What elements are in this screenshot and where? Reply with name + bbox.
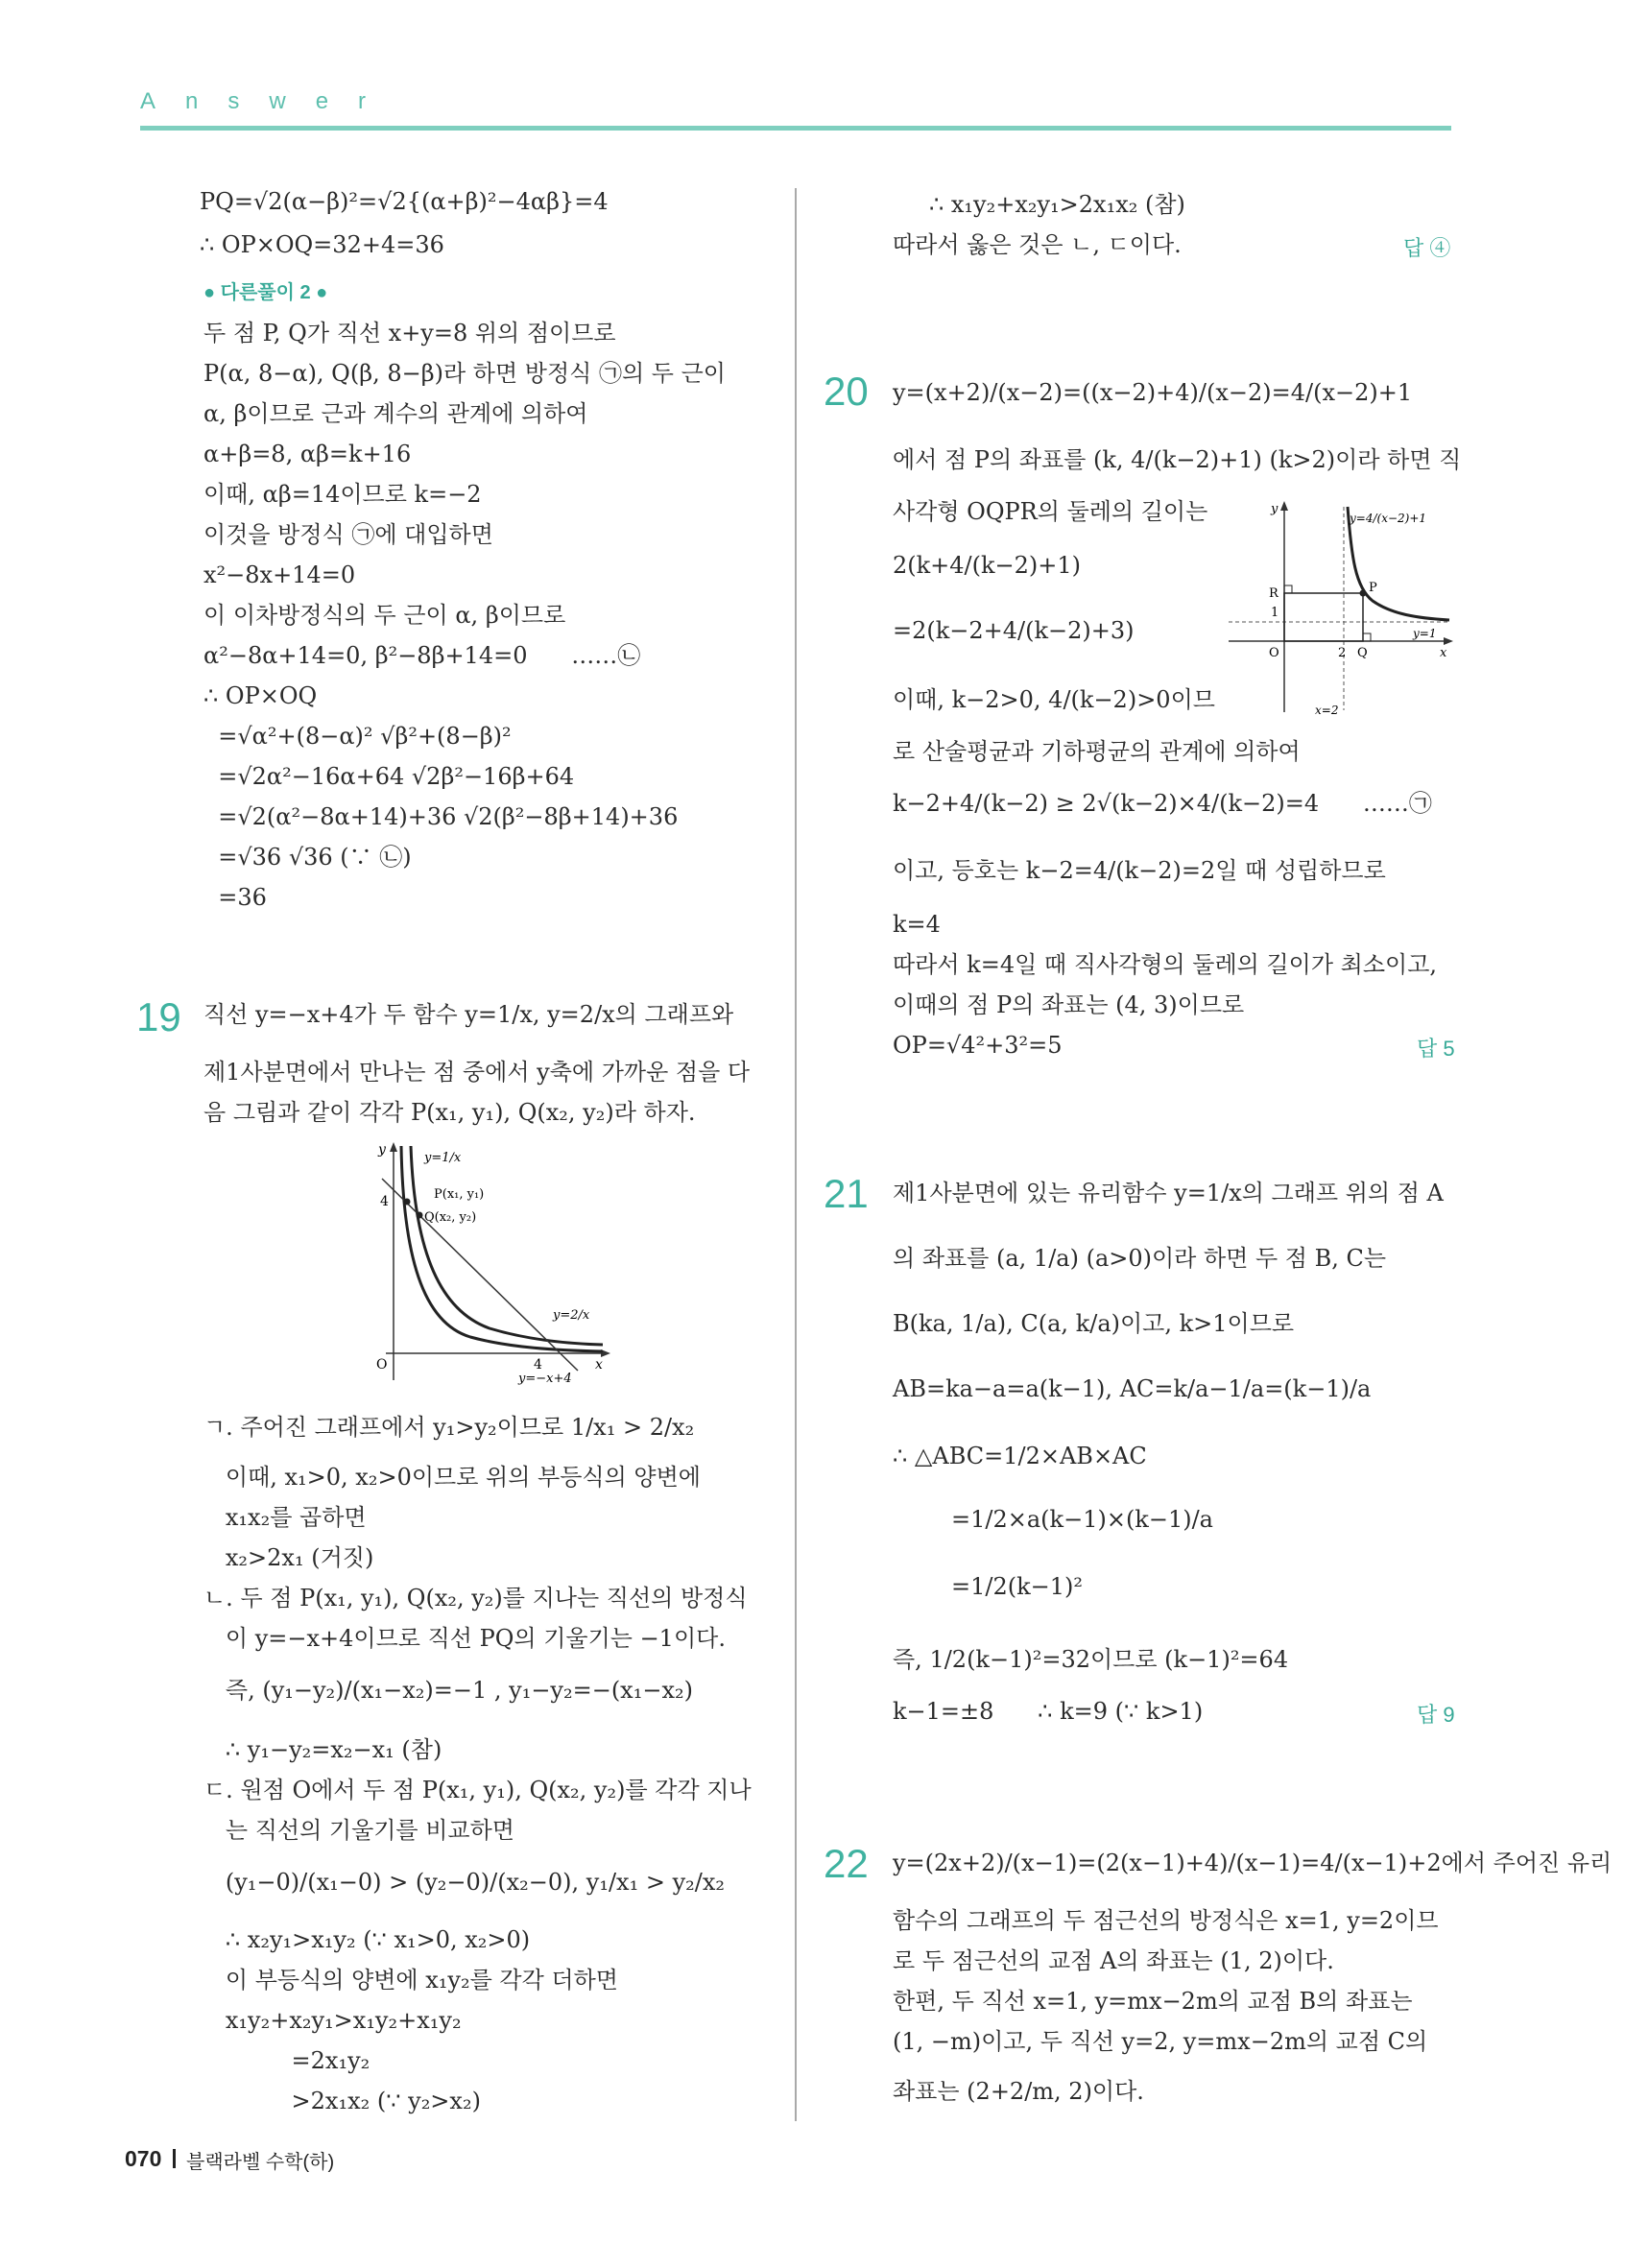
label-point-q: Q(x₂, y₂)	[424, 1210, 477, 1225]
q20-line: k−2+4/(k−2) ≥ 2√(k−2)×4/(k−2)=4 ……㉠	[893, 790, 1432, 817]
label-point-r: R	[1269, 586, 1278, 601]
left-line: α, β이므로 근과 계수의 관계에 의하여	[203, 400, 588, 427]
answer-badge: 답 9	[1417, 1703, 1455, 1727]
footer-divider	[173, 2149, 176, 2168]
right-angle-r	[1284, 585, 1292, 593]
q21-line: 의 좌표를 (a, 1/a) (a>0)이라 하면 두 점 B, C는	[893, 1245, 1387, 1272]
q20-line: 이때, k−2>0, 4/(k−2)>0이므	[893, 686, 1215, 713]
q20-line: 이때의 점 P의 좌표는 (4, 3)이므로	[893, 991, 1245, 1018]
left-line: 이때, αβ=14이므로 k=−2	[203, 481, 482, 508]
q19-sol-line: ㄷ. 원점 O에서 두 점 P(x₁, y₁), Q(x₂, y₂)를 각각 지나	[203, 1777, 752, 1803]
q21-line: 즉, 1/2(k−1)²=32이므로 (k−1)²=64	[893, 1646, 1289, 1673]
q20-line: 사각형 OQPR의 둘레의 길이는	[893, 498, 1208, 525]
left-line: α²−8α+14=0, β²−8β+14=0 ……㉡	[203, 642, 641, 669]
left-line: x²−8x+14=0	[203, 561, 356, 588]
x-axis-label: x	[595, 1357, 603, 1373]
left-line: =√2(α²−8α+14)+36 √2(β²−8β+14)+36	[203, 803, 679, 830]
right-line: 따라서 옳은 것은 ㄴ, ㄷ이다.	[893, 231, 1182, 258]
q20-line: 에서 점 P의 좌표를 (k, 4/(k−2)+1) (k>2)이라 하면 직	[893, 446, 1462, 473]
left-line: PQ=√2(α−β)²=√2{(α+β)²−4αβ}=4	[200, 188, 609, 215]
q19-sol-line: (y₁−0)/(x₁−0) > (y₂−0)/(x₂−0), y₁/x₁ > y₂/x₂	[203, 1869, 725, 1896]
q19-sol-line: =2x₁y₂	[203, 2047, 370, 2074]
q20-line: OP=√4²+3²=5	[893, 1032, 1063, 1059]
q19-sol-line: ㄴ. 두 점 P(x₁, y₁), Q(x₂, y₂)를 지나는 직선의 방정식	[203, 1585, 748, 1611]
q21-line: =1/2×a(k−1)×(k−1)/a	[893, 1506, 1213, 1533]
q21-line: B(ka, 1/a), C(a, k/a)이고, k>1이므로	[893, 1310, 1295, 1337]
q19-sol-line: ㄱ. 주어진 그래프에서 y₁>y₂이므로 1/x₁ > 2/x₂	[203, 1414, 695, 1441]
rectangle-oqpr	[1284, 593, 1363, 641]
q20-line: k=4	[893, 911, 941, 938]
q20-graph	[1229, 499, 1459, 722]
origin-label: O	[1269, 646, 1279, 660]
q21-line: AB=ka−a=a(k−1), AC=k/a−1/a=(k−1)/a	[893, 1375, 1372, 1402]
q20-line: =2(k−2+4/(k−2)+3)	[893, 617, 1135, 644]
book-title: 블랙라벨 수학(하)	[186, 2152, 335, 2173]
q20-line: y=(x+2)/(x−2)=((x−2)+4)/(x−2)=4/(x−2)+1	[893, 379, 1413, 406]
q19-sol-line: x₁x₂를 곱하면	[203, 1504, 367, 1531]
label-asymptote-x-2: x=2	[1315, 704, 1339, 717]
q20-line: 따라서 k=4일 때 직사각형의 둘레의 길이가 최소이고,	[893, 951, 1438, 978]
y-axis-arrow	[1280, 501, 1288, 511]
point-p	[404, 1199, 411, 1206]
x-axis-arrow	[1444, 637, 1453, 645]
question-number: 20	[824, 369, 869, 414]
q22-line: 좌표는 (2+2/m, 2)이다.	[893, 2078, 1144, 2105]
q22-line: 한편, 두 직선 x=1, y=mx−2m의 교점 B의 좌표는	[893, 1988, 1413, 2015]
label-line: y=−x+4	[518, 1372, 572, 1386]
y-axis-arrow	[390, 1142, 397, 1152]
q19-graph	[365, 1140, 614, 1392]
answer-badge: 답 5	[1417, 1037, 1455, 1061]
q22-line: 함수의 그래프의 두 점근선의 방정식은 x=1, y=2이므	[893, 1907, 1439, 1934]
q19-sol-line: x₁y₂+x₂y₁>x₁y₂+x₁y₂	[203, 2007, 462, 2034]
point-q	[417, 1212, 423, 1219]
x-axis-label: x	[1440, 646, 1447, 660]
q19-sol-line: 이 y=−x+4이므로 직선 PQ의 기울기는 −1이다.	[203, 1625, 726, 1652]
label-y-2-over-x: y=2/x	[553, 1308, 590, 1323]
left-line: =√α²+(8−α)² √β²+(8−β)²	[203, 723, 512, 750]
q19-sol-line: 즉, (y₁−y₂)/(x₁−x₂)=−1 , y₁−y₂=−(x₁−x₂)	[203, 1677, 693, 1704]
label-point-p: P(x₁, y₁)	[434, 1187, 485, 1202]
q21-line: =1/2(k−1)²	[893, 1573, 1084, 1600]
line-y-minus-x-plus-4	[382, 1179, 578, 1371]
label-curve: y=4/(x−2)+1	[1350, 512, 1427, 525]
q22-line: (1, −m)이고, 두 직선 y=2, y=mx−2m의 교점 C의	[893, 2028, 1428, 2055]
header-rule	[140, 126, 1451, 131]
label-point-q: Q	[1357, 646, 1368, 660]
left-line: α+β=8, αβ=k+16	[203, 441, 412, 467]
q19-line: 음 그림과 같이 각각 P(x₁, y₁), Q(x₂, y₂)라 하자.	[203, 1099, 696, 1126]
tick-2: 2	[1338, 646, 1347, 660]
left-line: =36	[203, 884, 267, 911]
tick-y-4: 4	[380, 1194, 389, 1209]
q19-line: 직선 y=−x+4가 두 함수 y=1/x, y=2/x의 그래프와	[203, 1001, 734, 1028]
left-line: 이것을 방정식 ㉠에 대입하면	[203, 521, 493, 548]
q19-sol-line: 는 직선의 기울기를 비교하면	[203, 1817, 514, 1844]
q19-line: 제1사분면에서 만나는 점 중에서 y축에 가까운 점을 다	[203, 1059, 751, 1086]
q19-sol-line: 이때, x₁>0, x₂>0이므로 위의 부등식의 양변에	[203, 1464, 701, 1491]
tick-1: 1	[1271, 606, 1279, 620]
right-line: ∴ x₁y₂+x₂y₁>2x₁x₂ (참)	[929, 191, 1185, 218]
q20-line: 2(k+4/(k−2)+1)	[893, 552, 1082, 579]
left-line: 두 점 P, Q가 직선 x+y=8 위의 점이므로	[203, 320, 616, 346]
answer-badge: 답 ④	[1403, 236, 1451, 260]
question-number: 21	[824, 1171, 869, 1216]
section-label: Answer	[140, 88, 396, 114]
left-line: =√36 √36 (∵ ㉡)	[203, 844, 412, 871]
page-number: 070	[125, 2146, 162, 2171]
y-axis-label: y	[1271, 502, 1278, 516]
q22-line: 로 두 점근선의 교점 A의 좌표는 (1, 2)이다.	[893, 1947, 1334, 1974]
left-line: =√2α²−16α+64 √2β²−16β+64	[203, 763, 575, 790]
alt-solution-label: ● 다른풀이 2 ●	[203, 282, 328, 303]
left-line: ∴ OP×OQ	[203, 682, 318, 709]
q21-line: ∴ △ABC=1/2×AB×AC	[893, 1443, 1147, 1469]
q20-line: 이고, 등호는 k−2=4/(k−2)=2일 때 성립하므로	[893, 857, 1386, 884]
column-divider	[795, 188, 797, 2121]
q19-sol-line: 이 부등식의 양변에 x₁y₂를 각각 더하면	[203, 1967, 618, 1993]
q19-sol-line: ∴ y₁−y₂=x₂−x₁ (참)	[203, 1736, 442, 1763]
left-line: ∴ OP×OQ=32+4=36	[200, 231, 444, 258]
tick-x-4: 4	[534, 1357, 542, 1373]
question-number: 22	[824, 1841, 869, 1886]
q19-sol-line: ∴ x₂y₁>x₁y₂ (∵ x₁>0, x₂>0)	[203, 1926, 531, 1953]
origin-label: O	[376, 1357, 388, 1373]
q19-sol-line: x₂>2x₁ (거짓)	[203, 1544, 374, 1571]
q21-line: 제1사분면에 있는 유리함수 y=1/x의 그래프 위의 점 A	[893, 1180, 1444, 1206]
label-y-1-over-x: y=1/x	[424, 1151, 462, 1165]
label-point-p: P	[1369, 581, 1377, 595]
label-asymptote-y-1: y=1	[1413, 627, 1437, 640]
left-line: P(α, 8−α), Q(β, 8−β)라 하면 방정식 ㉠의 두 근이	[203, 360, 726, 387]
y-axis-label: y	[378, 1142, 386, 1158]
q21-line: k−1=±8 ∴ k=9 (∵ k>1)	[893, 1698, 1204, 1725]
q22-line: y=(2x+2)/(x−1)=(2(x−1)+4)/(x−1)=4/(x−1)+2에서 주어진 유리	[893, 1850, 1613, 1876]
point-p	[1360, 590, 1367, 597]
right-angle-q	[1363, 633, 1371, 641]
q20-line: 로 산술평균과 기하평균의 관계에 의하여	[893, 738, 1301, 765]
question-number: 19	[136, 994, 181, 1039]
left-line: 이 이차방정식의 두 근이 α, β이므로	[203, 602, 566, 629]
q19-sol-line: >2x₁x₂ (∵ y₂>x₂)	[203, 2088, 481, 2114]
